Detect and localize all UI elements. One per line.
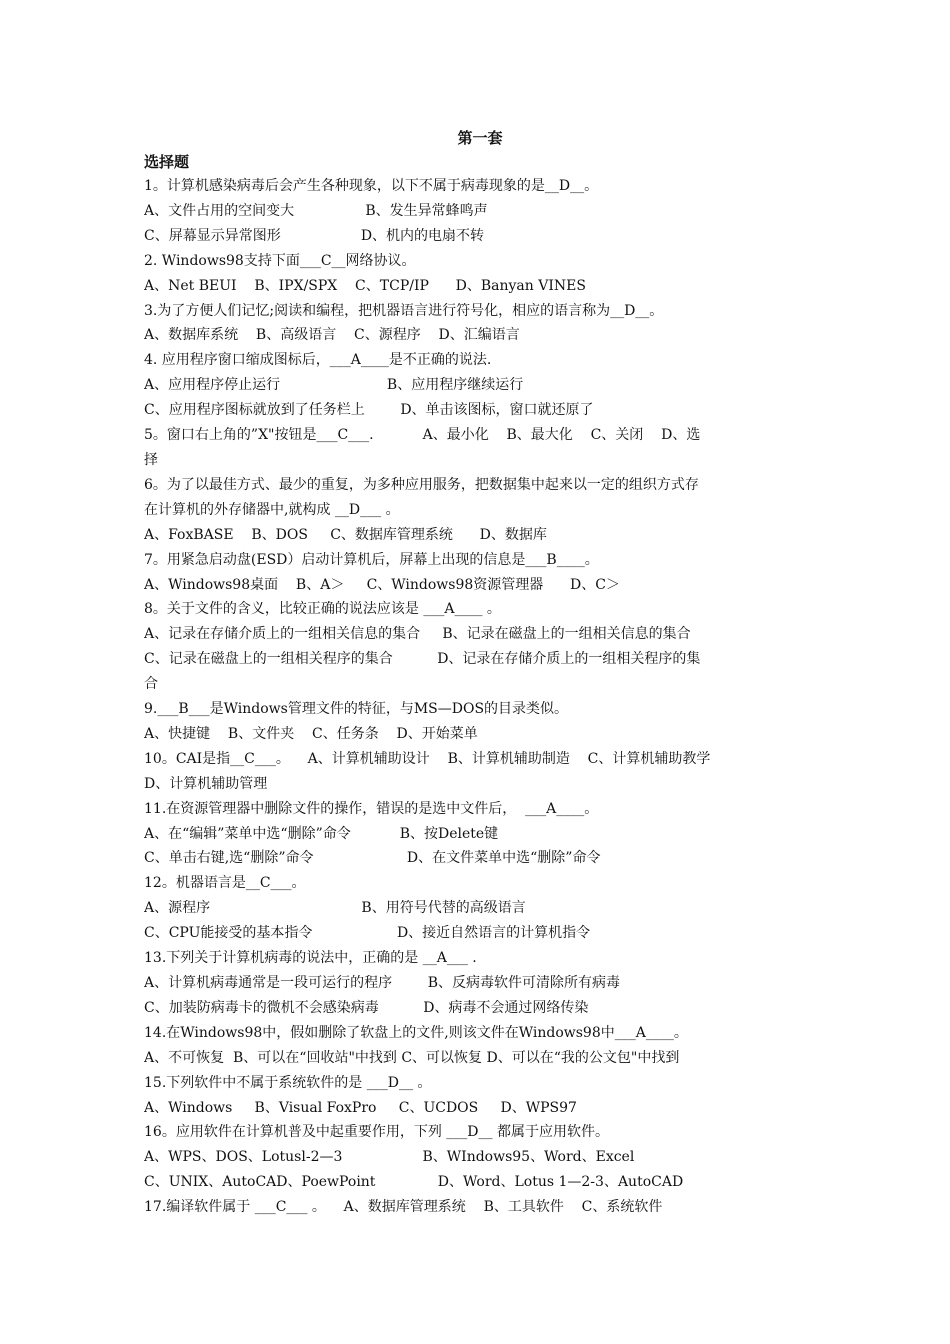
text-line: A、快捷键 B、文件夹 C、任务条 D、开始菜单 [144, 725, 478, 742]
text-line: A、在“编辑”菜单中选“删除”命令 B、按Delete键 [144, 825, 499, 842]
text-line: 13.下列关于计算机病毒的说法中，正确的是 __A___ . [144, 950, 477, 967]
text-line: 12。机器语言是__C___。 [144, 875, 306, 892]
text-line: 4. 应用程序窗口缩成图标后，___A____是不正确的说法. [144, 352, 492, 369]
text-line: 11.在资源管理器中删除文件的操作，错误的是选中文件后， ___A____。 [144, 800, 599, 817]
text-line: A、WPS、DOS、Lotusl-2—3 B、WIndows95、Word、Excel [144, 1149, 635, 1166]
text-line: C、屏幕显示异常图形 D、机内的电扇不转 [144, 227, 485, 244]
text-line: 10。CAI是指__C___。 A、计算机辅助设计 B、计算机辅助制造 C、计算机辅助教学 [144, 750, 711, 767]
text-line: 2. Windows98支持下面___C__网络协议。 [144, 252, 416, 269]
section-heading: 选择题 [144, 153, 190, 171]
text-line: 8。关于文件的含义，比较正确的说法应该是 ___A____ 。 [144, 601, 501, 618]
text-line: 14.在Windows98中，假如删除了软盘上的文件,则该文件在Windows98中___A____。 [144, 1024, 688, 1041]
text-line: A、应用程序停止运行 B、应用程序继续运行 [144, 377, 524, 394]
text-line: A、Windows B、Visual FoxPro C、UCDOS D、WPS97 [144, 1099, 577, 1116]
text-line: C、单击右键,选“删除”命令 D、在文件菜单中选“删除”命令 [144, 850, 601, 867]
text-line: C、加装防病毒卡的微机不会感染病毒 D、病毒不会通过网络传染 [144, 999, 589, 1016]
text-line: 在计算机的外存储器中,就构成 __D___ 。 [144, 501, 400, 518]
text-line: 9.___B___是Windows管理文件的特征，与MS—DOS的目录类似。 [144, 701, 569, 718]
document-page [144, 126, 816, 1220]
text-line: D、计算机辅助管理 [144, 775, 268, 792]
text-line: C、CPU能接受的基本指令 D、接近自然语言的计算机指令 [144, 925, 591, 942]
text-line: 17.编译软件属于 ___C___ 。 A、数据库管理系统 B、工具软件 C、系统软件 [144, 1199, 663, 1216]
text-line: C、记录在磁盘上的一组相关程序的集合 D、记录在存储介质上的一组相关程序的集 [144, 651, 701, 668]
text-line: A、记录在存储介质上的一组相关信息的集合 B、记录在磁盘上的一组相关信息的集合 [144, 626, 691, 643]
text-line: A、源程序 B、用符号代替的高级语言 [144, 900, 526, 917]
text-line: 1。计算机感染病毒后会产生各种现象，以下不属于病毒现象的是__D__。 [144, 178, 599, 194]
question-list [144, 174, 816, 1220]
text-line: A、Net BEUI B、IPX/SPX C、TCP/IP D、Banyan VINES [144, 277, 586, 294]
text-line: A、FoxBASE B、DOS C、数据库管理系统 D、数据库 [144, 526, 547, 543]
text-line: A、数据库系统 B、高级语言 C、源程序 D、汇编语言 [144, 327, 520, 344]
text-line: A、Windows98桌面 B、A＞ C、Windows98资源管理器 D、C＞ [144, 576, 620, 593]
text-line: A、不可恢复 B、可以在“回收站"中找到 C、可以恢复 D、可以在“我的公文包"中找到 [144, 1049, 680, 1066]
text-line: 3.为了方便人们记忆;阅读和编程，把机器语言进行符号化，相应的语言称为__D__。 [144, 302, 664, 319]
text-line: A、文件占用的空间变大 B、发生异常蜂鸣声 [144, 202, 488, 219]
text-line: 16。应用软件在计算机普及中起重要作用，下列 ___D__ 都属于应用软件。 [144, 1124, 609, 1141]
text-line: 5。窗口右上角的”X"按钮是___C___. A、最小化 B、最大化 C、关闭 D、选 [144, 427, 701, 444]
document-title: 第一套 [457, 129, 503, 147]
text-line: 15.下列软件中不属于系统软件的是 ___D__ 。 [144, 1074, 432, 1091]
text-line: A、计算机病毒通常是一段可运行的程序 B、反病毒软件可清除所有病毒 [144, 975, 620, 991]
text-line: 合 [144, 676, 158, 693]
text-line: C、应用程序图标就放到了任务栏上 D、单击该图标，窗口就还原了 [144, 402, 594, 419]
text-line: 7。用紧急启动盘(ESD）启动计算机后，屏幕上出现的信息是___B____。 [144, 551, 599, 568]
text-line: 择 [144, 451, 158, 468]
text-line: 6。为了以最佳方式、最少的重复，为多种应用服务，把数据集中起来以一定的组织方式存 [144, 476, 699, 493]
text-line: C、UNIX、AutoCAD、PoewPoint D、Word、Lotus 1—2-3、AutoCAD [144, 1174, 684, 1191]
